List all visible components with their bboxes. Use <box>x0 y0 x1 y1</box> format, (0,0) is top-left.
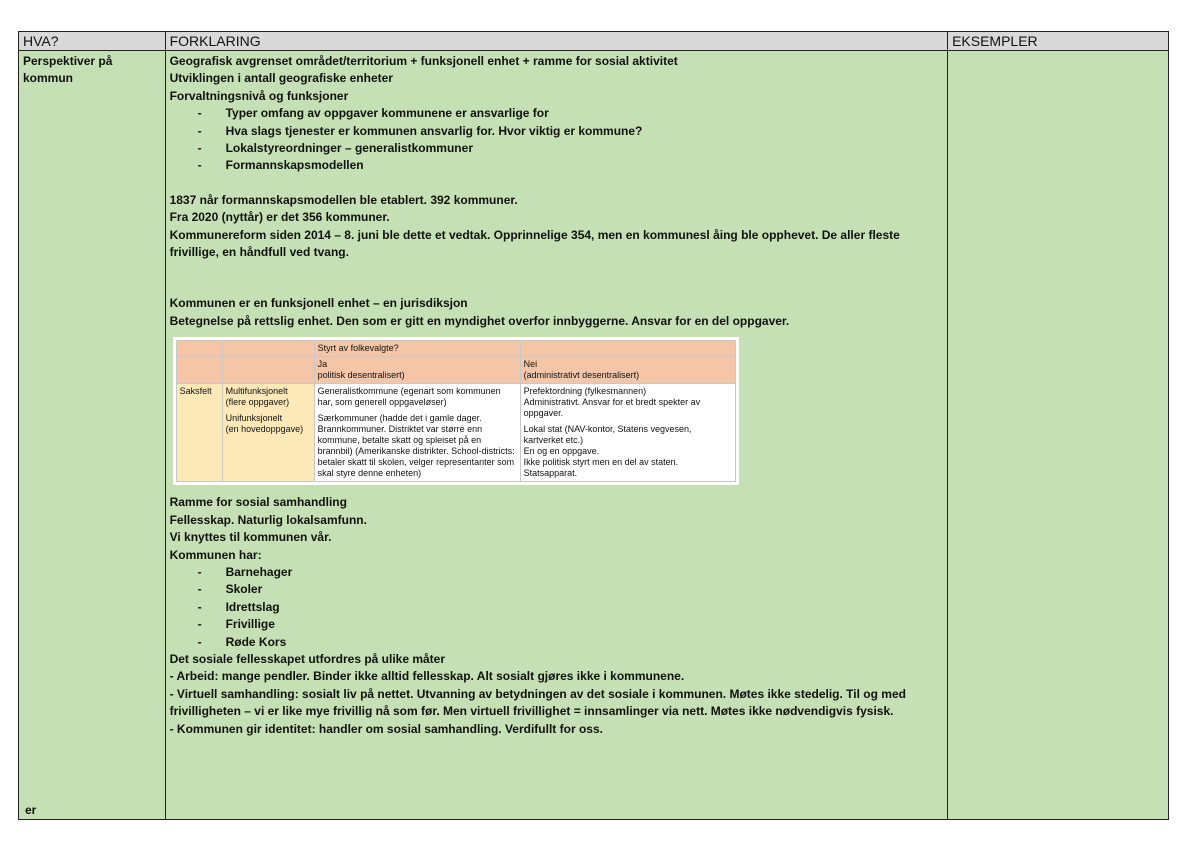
topic-line-bottom: er <box>25 803 37 817</box>
nei-sub: (administrativt desentralisert) <box>523 370 640 381</box>
nei-content-cell <box>520 384 735 482</box>
text-line: Kommunen har: <box>169 547 262 562</box>
text-line: Kommunen er en funksjonell enhet – en jurisdiksjon <box>169 296 468 311</box>
list-item: - Lokalstyreordninger – generalistkommuner <box>170 140 943 157</box>
topic-line-1: Perspektiver på <box>23 54 113 68</box>
bullet-list-2 <box>170 564 943 651</box>
nei-label: Nei <box>523 359 538 370</box>
text-line: Betegnelse på rettslig enhet. Den som er gitt en myndighet overfor innbyggerne. Ansvar for en del oppgaver. <box>169 313 790 328</box>
examples-cell <box>948 51 1169 820</box>
text-line: Det sosiale fellesskapet utfordres på ulike måter <box>169 651 446 666</box>
table-head-cell: Styrt av folkevalgte? <box>314 341 520 357</box>
uni-sub: (en hovedoppgave) <box>225 424 304 435</box>
topic-cell <box>19 51 166 820</box>
text-line: Geografisk avgrenset området/territorium + funksjonell enhet + ramme for sosial aktivitet <box>169 54 678 68</box>
notes-table <box>18 31 1169 820</box>
lokalstat-line: Statsapparat. <box>523 468 578 479</box>
lokalstat-line: Ikke politisk styrt men en del av staten. <box>523 457 679 468</box>
text-line: Fellesskap. Naturlig lokalsamfunn. <box>169 512 367 527</box>
prefekt-sub: Administrativt. Ansvar for et bredt spekter av oppgaver. <box>523 397 701 419</box>
text-line: Fra 2020 (nyttår) er det 356 kommuner. <box>169 210 390 225</box>
list-item: - Formannskapsmodellen <box>170 157 943 174</box>
multi-label: Multifunksjonelt <box>225 386 288 397</box>
prefekt-text: Prefektordning (fylkesmannen) <box>523 386 647 397</box>
list-item: - Skoler <box>170 581 943 598</box>
topic-line-2: kommun <box>23 71 74 85</box>
header-eksempler: EKSEMPLER <box>948 32 1169 51</box>
table-head-ja <box>314 357 520 384</box>
list-item: - Røde Kors <box>170 634 943 651</box>
text-line: Forvaltningsnivå og funksjoner <box>169 88 349 103</box>
header-hva: HVA? <box>19 32 166 51</box>
list-item: - Idrettslag <box>170 599 943 616</box>
ja-content-cell <box>314 384 520 482</box>
function-type-cell <box>222 384 314 482</box>
bullet-list-1 <box>170 105 943 175</box>
text-line: - Arbeid: mange pendler. Binder ikke alltid fellesskap. Alt sosialt gjøres ikke i kommunene. <box>169 669 685 684</box>
saksfelt-cell: Saksfelt <box>176 384 222 482</box>
kommune-types-table <box>176 340 736 482</box>
lokalstat-text: Lokal stat (NAV-kontor, Statens vegvesen, kartverket etc.) <box>523 424 692 446</box>
text-line: 1837 når formannskapsmodellen ble etablert. 392 kommuner. <box>169 192 518 207</box>
list-item: - Hva slags tjenester er kommunen ansvarlig for. Hvor viktig er kommune? <box>170 123 943 140</box>
content-row <box>19 51 1169 820</box>
text-line: Utviklingen i antall geografiske enheter <box>169 71 393 86</box>
list-item: - Barnehager <box>170 564 943 581</box>
ja-sub: politisk desentralisert) <box>317 370 405 381</box>
list-item: - Frivillige <box>170 616 943 633</box>
text-line: Kommunereform siden 2014 – 8. juni ble dette et vedtak. Opprinnelige 354, men en kommunesl åing ble opphevet. De aller fleste frivillige, en håndfull ved tvang. <box>169 227 900 260</box>
multi-sub: (flere oppgaver) <box>225 397 290 408</box>
list-item: - Typer omfang av oppgaver kommunene er ansvarlige for <box>170 105 943 122</box>
header-forklaring: FORKLARING <box>165 32 947 51</box>
ja-label: Ja <box>317 359 328 370</box>
generalist-text: Generalistkommune (egenart som kommunen har, som generell oppgaveløser) <box>317 386 501 408</box>
explanation-cell <box>165 51 947 820</box>
header-row <box>19 32 1169 51</box>
lokalstat-line: En og en oppgave. <box>523 446 600 457</box>
embedded-table-image <box>173 337 739 485</box>
text-line: - Kommunen gir identitet: handler om sosial samhandling. Verdifullt for oss. <box>169 721 603 736</box>
saerkommuner-text: Særkommuner (hadde det i gamle dager. Brannkommuner. Distriktet var større enn kommune, betalte skatt og spleiset på en brannbil) (Amerikanske distrikter. School-districts: betaler skatt til skolen, velger representanter som skal styre denne enheten) <box>317 413 515 479</box>
text-line: Ramme for sosial samhandling <box>169 495 347 510</box>
table-head-nei <box>520 357 735 384</box>
text-line: Vi knyttes til kommunen vår. <box>169 530 332 545</box>
uni-label: Unifunksjonelt <box>225 413 283 424</box>
text-line: - Virtuell samhandling: sosialt liv på nettet. Utvanning av betydningen av det sosiale i kommunen. Møtes ikke stedelig. Til og med frivilligheten – vi er like mye frivillig nå som før. Men virtuell frivillighet = innsamlinger via nett. Møtes ikke nødvendigvis fysisk. <box>169 686 906 719</box>
